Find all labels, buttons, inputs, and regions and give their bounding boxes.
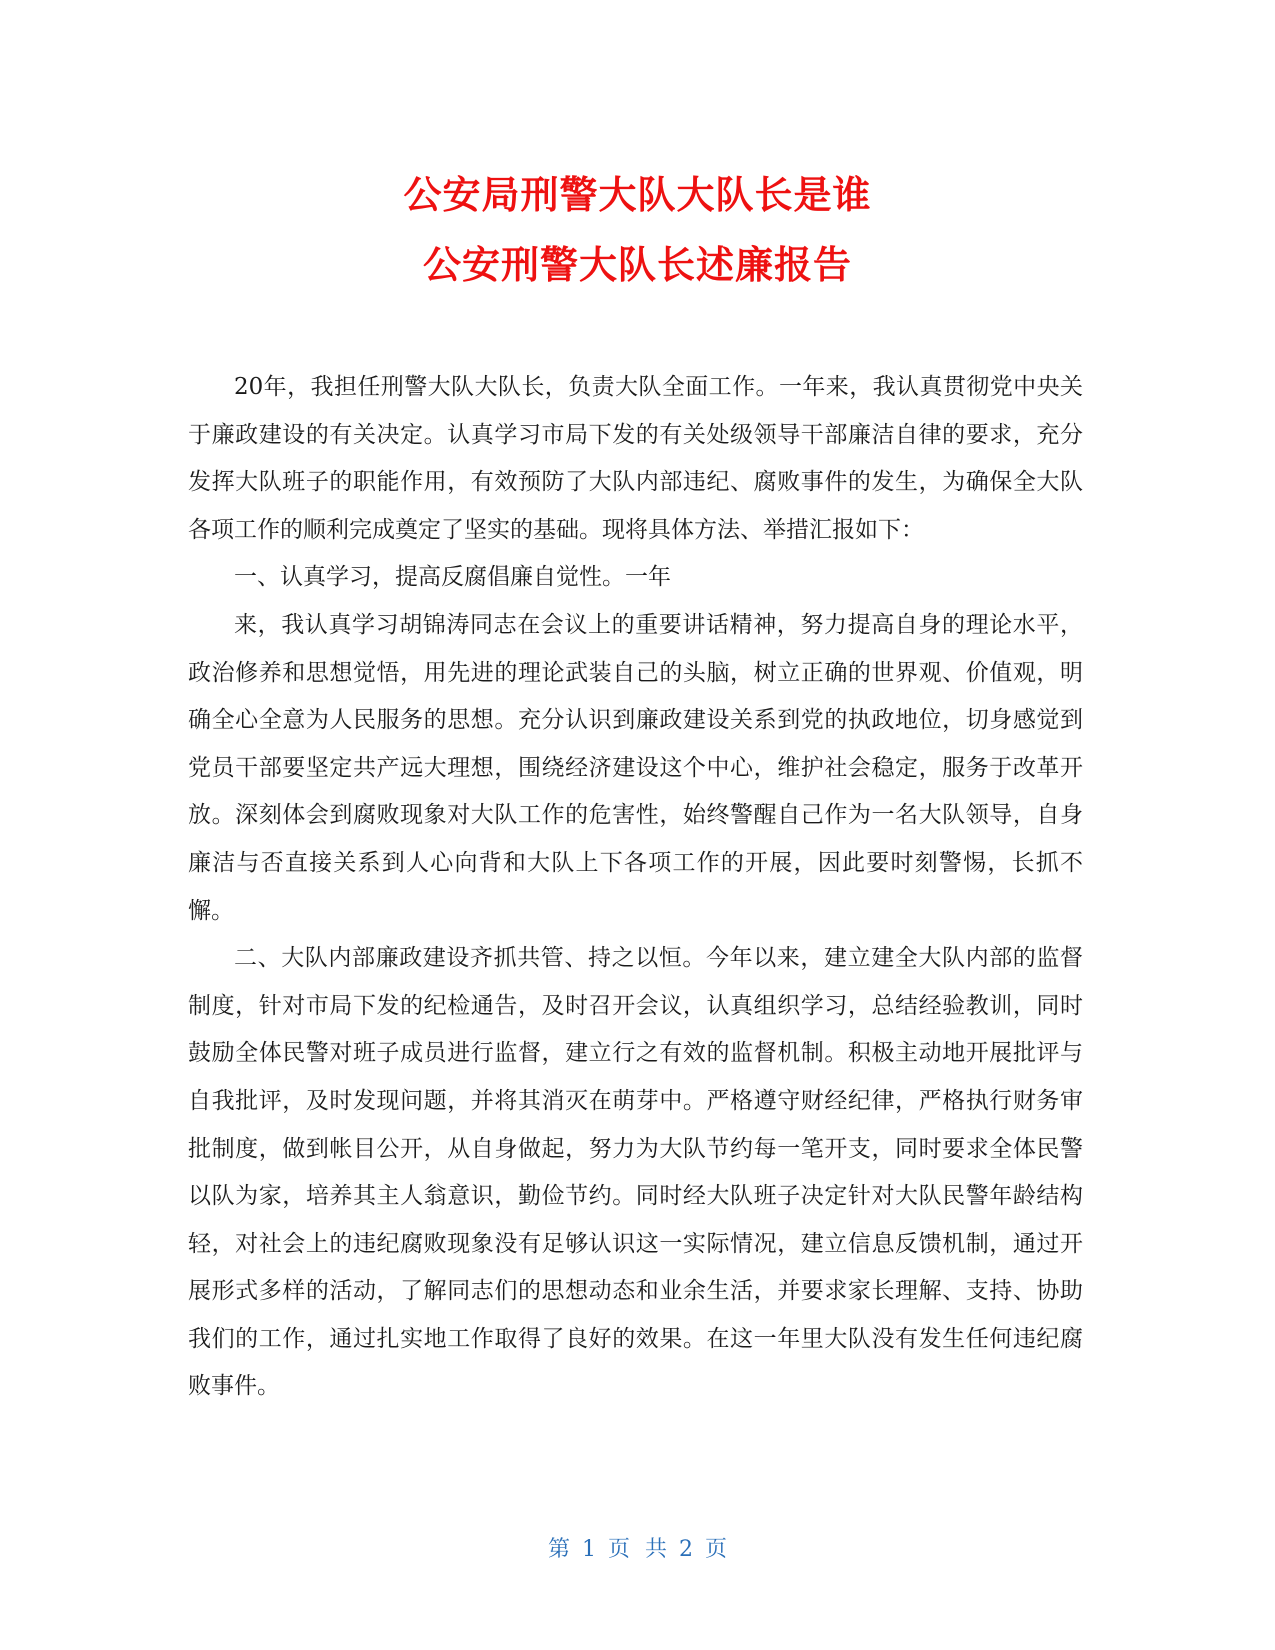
title-line-1: 公安局刑警大队大队长是谁	[403, 173, 872, 217]
footer-current-page: 1	[582, 1537, 596, 1562]
footer-total-pages: 2	[679, 1537, 693, 1562]
page-number-footer	[0, 1532, 1275, 1563]
footer-suffix: 页	[705, 1537, 728, 1562]
footer-mid: 页 共	[608, 1537, 667, 1562]
paragraph-intro: 20年，我担任刑警大队大队长，负责大队全面工作。一年来，我认真贯彻党中央关于廉政建设的有关决定。认真学习市局下发的有关处级领导干部廉洁自律的要求，充分发挥大队班子的职能作用，有效预防了大队内部违纪、腐败事件的发生，为确保全大队各项工作的顺利完成奠定了坚实的基础。现将具体方法、举措汇报如下：	[188, 374, 1083, 543]
paragraph-section-1-heading: 一、认真学习，提高反腐倡廉自觉性。一年	[234, 564, 671, 591]
footer-prefix: 第	[547, 1537, 570, 1562]
paragraph-section-1-body: 来，我认真学习胡锦涛同志在会议上的重要讲话精神，努力提高自身的理论水平，政治修养和思想觉悟，用先进的理论武装自己的头脑，树立正确的世界观、价值观，明确全心全意为人民服务的思想。充分认识到廉政建设关系到党的执政地位，切身感觉到党员干部要坚定共产远大理想，围绕经济建设这个中心，维护社会稳定，服务于改革开放。深刻体会到腐败现象对大队工作的危害性，始终警醒自己作为一名大队领导，自身廉洁与否直接关系到人心向背和大队上下各项工作的开展，因此要时刻警惕，长抓不懈。	[188, 611, 1083, 924]
paragraph-section-2: 二、大队内部廉政建设齐抓共管、持之以恒。今年以来，建立建全大队内部的监督制度，针对市局下发的纪检通告，及时召开会议，认真组织学习，总结经验教训，同时鼓励全体民警对班子成员进行监督，建立行之有效的监督机制。积极主动地开展批评与自我批评，及时发现问题，并将其消灭在萌芽中。严格遵守财经纪律，严格执行财务审批制度，做到帐目公开，从自身做起，努力为大队节约每一笔开支，同时要求全体民警以队为家，培养其主人翁意识，勤俭节约。同时经大队班子决定针对大队民警年龄结构轻，对社会上的违纪腐败现象没有足够认识这一实际情况，建立信息反馈机制，通过开展形式多样的活动，了解同志们的思想动态和业余生活，并要求家长理解、支持、协助我们的工作，通过扎实地工作取得了良好的效果。在这一年里大队没有发生任何违纪腐败事件。	[188, 945, 1083, 1400]
document-title	[0, 160, 1275, 300]
document-body	[188, 364, 1083, 1411]
title-line-2: 公安刑警大队长述廉报告	[422, 243, 852, 287]
